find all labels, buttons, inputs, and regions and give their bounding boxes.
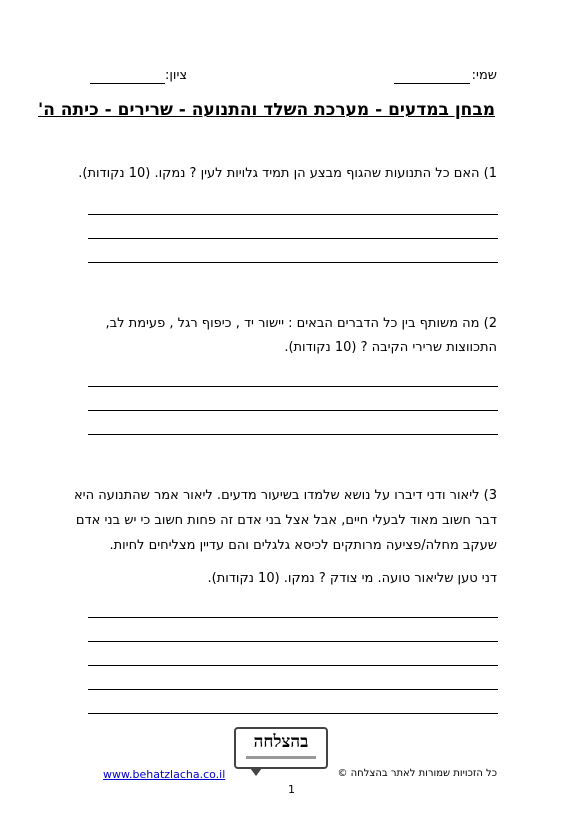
grade-field-line[interactable] xyxy=(90,83,165,84)
answer-line[interactable] xyxy=(88,617,498,618)
question-3-line-3: שעקב מחלה/פציעה מרותקים לכיסא גלגלים והם עדיין מצליחים לחיות. xyxy=(109,538,497,553)
question-3-line-1: 3) ליאור ודני דיברו על נושא שלמדו בשיעור מדעים. ליאור אמר שהתנועה היא xyxy=(73,488,497,503)
answer-line[interactable] xyxy=(88,410,498,411)
logo-text: בהצלחה xyxy=(253,732,309,752)
answer-line[interactable] xyxy=(88,238,498,239)
answer-line[interactable] xyxy=(88,262,498,263)
question-1-line-1: 1) האם כל התנועות שהגוף מבצע הן תמיד גלויות לעין ? נמקו. (10 נקודות). xyxy=(78,166,497,181)
answer-line[interactable] xyxy=(88,689,498,690)
answer-line[interactable] xyxy=(88,641,498,642)
copyright-text: כל הזכויות שמורות לאתר בהצלחה © xyxy=(337,768,497,779)
website-link[interactable]: www.behatzlacha.co.il xyxy=(103,768,226,781)
page-title: מבחן במדעים - מערכת השלד והתנועה - שרירים - כיתה ה' xyxy=(38,100,495,120)
logo-subline xyxy=(246,756,316,759)
name-label: שמי: xyxy=(471,68,497,83)
grade-label: ציון: xyxy=(165,68,188,83)
question-2-line-2: התכווצות שרירי הקיבה ? (10 נקודות). xyxy=(284,340,497,355)
site-logo xyxy=(234,727,328,769)
answer-line[interactable] xyxy=(88,434,498,435)
name-field-line[interactable] xyxy=(394,83,470,84)
answer-line[interactable] xyxy=(88,665,498,666)
question-3-line-2: דבר חשוב מאוד לבעלי חיים, אבל אצל בני אדם זה פחות חשוב כי יש בני אדם xyxy=(75,513,497,528)
page-number: 1 xyxy=(288,783,295,796)
speech-bubble-tail-icon xyxy=(250,768,262,776)
answer-line[interactable] xyxy=(88,386,498,387)
answer-line[interactable] xyxy=(88,713,498,714)
question-3-line-4: דני טען שליאור טועה. מי צודק ? נמקו. (10 נקודות). xyxy=(207,571,497,586)
question-2-line-1: 2) מה משותף בין כל הדברים הבאים : יישור יד , כיפוף רגל , פעימת לב, xyxy=(105,316,497,331)
answer-line[interactable] xyxy=(88,214,498,215)
